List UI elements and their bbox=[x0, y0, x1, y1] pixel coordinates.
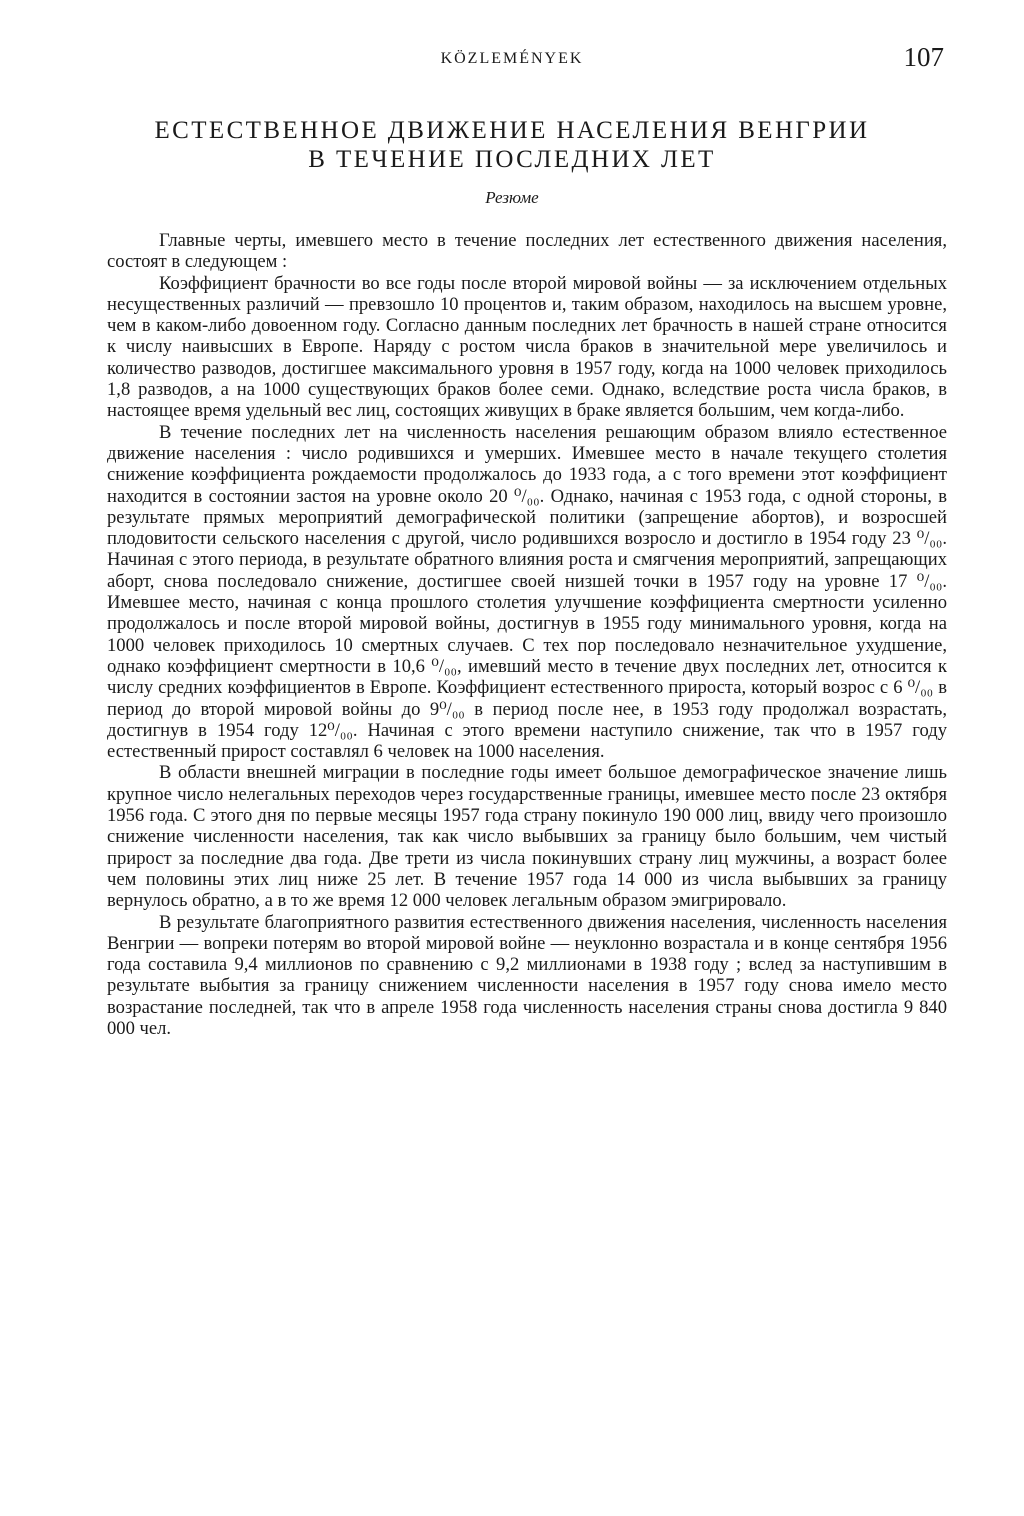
paragraph: Главные черты, имевшего место в течение последних лет естественного движения населения, состоят в следующем : bbox=[107, 230, 947, 273]
article-body bbox=[107, 230, 947, 1039]
paragraph: В результате благоприятного развития естественного движения населения, численность населения Венгрии — вопреки потерям во второй мировой войне — неуклонно возрастала и в конце сентября 1956 года составила 9,4 миллионов по сравнению с 9,2 миллионами в 1938 году ; вслед за наступившим в результате выбытия за границу снижением численности населения в 1957 году снова имело место возрастание последней, так что в апреле 1958 года численность населения страны снова достигла 9 840 000 чел. bbox=[107, 911, 947, 1039]
paragraph: Коэффициент брачности во все годы после второй мировой войны — за исключением отдельных несущественных различий — превзошло 10 процентов и, таким образом, находилось на высшем уровне, чем в каком-либо довоенном году. Согласно данным последних лет брачность в нашей стране относится к числу наивысших в Европе. Наряду с ростом числа браков в значительной мере увеличилось и количество разводов, достигшее максимального уровня в 1957 году, когда на 1000 человек приходилось 1,8 разводов, а на 1000 существующих браков более семи. Однако, вследствие роста числа браков, в настоящее время удельный вес лиц, состоящих живущих в браке является большим, чем когда-либо. bbox=[107, 272, 947, 422]
article-subtitle: Резюме bbox=[485, 188, 539, 207]
article-title-line-2: В ТЕЧЕНИЕ ПОСЛЕДНИХ ЛЕТ bbox=[308, 146, 716, 173]
article-title-line-1: ЕСТЕСТВЕННОЕ ДВИЖЕНИЕ НАСЕЛЕНИЯ ВЕНГРИИ bbox=[154, 117, 870, 144]
page-number: 107 bbox=[903, 42, 944, 72]
running-head: KÖZLEMÉNYEK bbox=[440, 50, 584, 67]
paragraph: В области внешней миграции в последние годы имеет большое демографическое значение лишь крупное число нелегальных переходов через государственные границы, имевшее место после 23 октября 1956 года. С этого дня по первые месяцы 1957 года страну покинуло 190 000 лиц, ввиду чего произошло снижение численности населения, так как число выбывших за границу было большим, чем чистый прирост за последние два года. Две трети из числа покинувших страну лиц мужчины, а возраст более чем половины этих лиц ниже 25 лет. В течение 1957 года 14 000 из числа выбывших за границу вернулось обратно, а в то же время 12 000 человек легальным образом эмигрировало. bbox=[107, 762, 947, 912]
article-title bbox=[60, 116, 964, 174]
paragraph: В течение последних лет на численность населения решающим образом влияло естественное движение населения : число родившихся и умерших. Имевшее место в начале текущего столетия снижение коэффициента рождаемости продолжалось до 1933 года, а с того времени этот коэффициент находится в состоянии застоя на уровне около 20 ⁰/₀₀. Однако, начиная с 1953 года, с одной стороны, в результате прямых мероприятий демографической политики (запрещение абортов), и возросшей плодовитости сельского населения с другой, число родившихся возросло и достигло в 1954 году 23 ⁰/₀₀. Начиная с этого периода, в результате обратного влияния роста и смягчения мероприятий, запрещающих аборт, снова последовало снижение, достигшее своей низшей точки в 1957 году на уровне 17 ⁰/₀₀. Имевшее место, начиная с конца прошлого столетия улучшение коэффициента смертности усиленно продолжалось и после второй мировой войны, достигнув в 1955 году минимального уровня, когда на 1000 человек приходилось 10 смертных случаев. С тех пор последовало незначительное ухудшение, однако коэффициент смертности в 10,6 ⁰/₀₀, имевший место в течение двух последних лет, относится к числу средних коэффициентов в Европе. Коэффициент естественного прироста, который возрос с 6 ⁰/₀₀ в период до второй мировой войны до 9⁰/₀₀ в период после нее, в 1953 году продолжал возрастать, достигнув в 1954 году 12⁰/₀₀. Начиная с этого времени наступило снижение, так что в 1957 году естественный прирост составлял 6 человек на 1000 населения. bbox=[107, 421, 947, 763]
